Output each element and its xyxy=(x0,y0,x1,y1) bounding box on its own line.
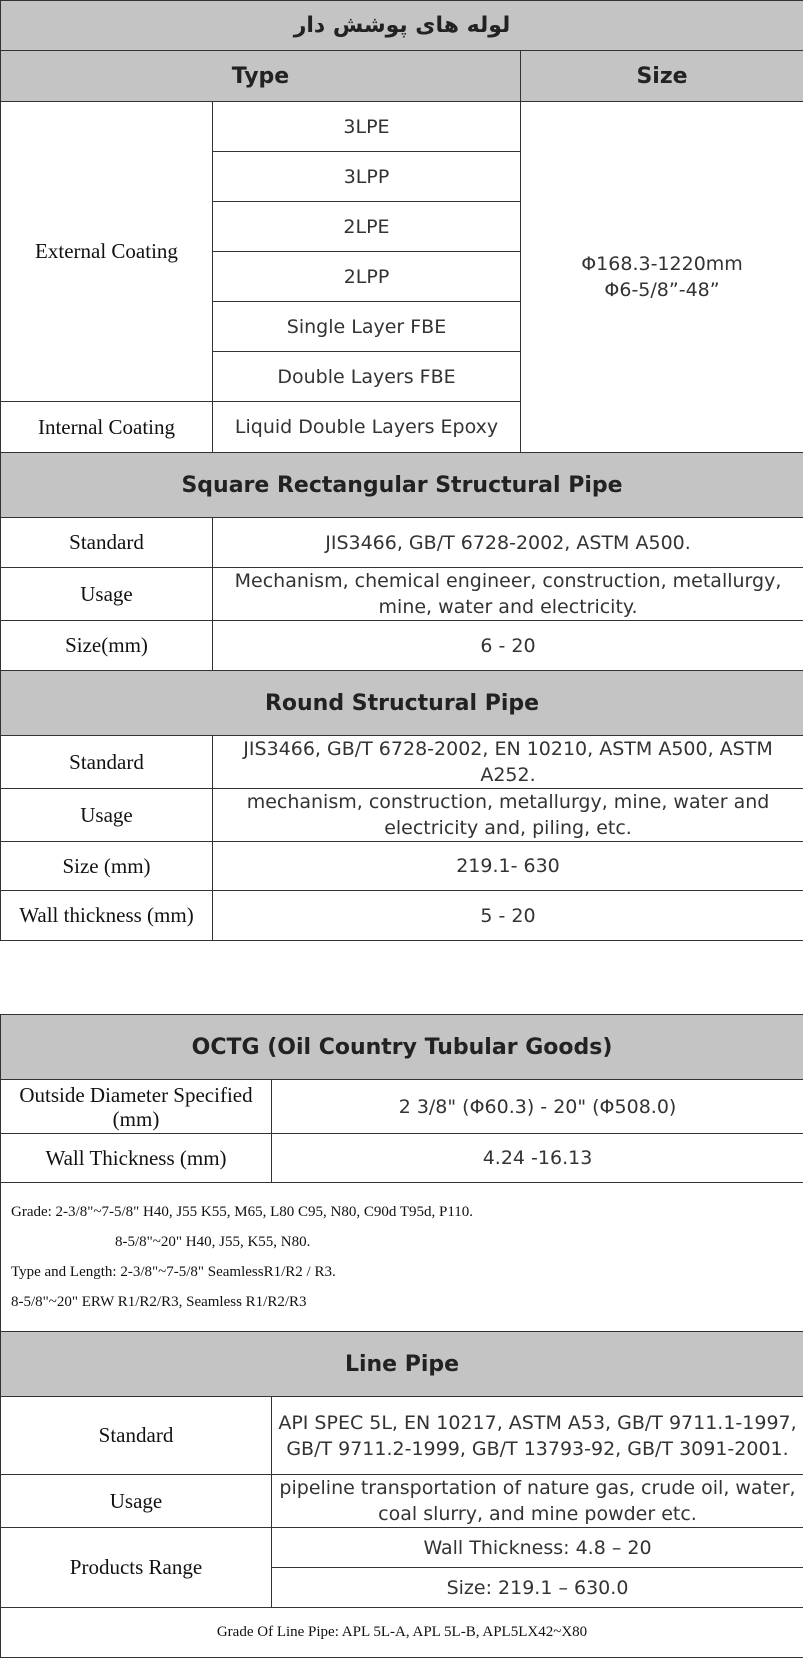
coating-type-3lpp: 3LPP xyxy=(213,152,521,202)
type-column-header: Type xyxy=(1,51,521,102)
line-usage-label: Usage xyxy=(1,1475,272,1528)
round-pipe-title: Round Structural Pipe xyxy=(1,671,803,736)
coating-type-single-fbe: Single Layer FBE xyxy=(213,302,521,352)
size-column-header: Size xyxy=(521,51,803,102)
line-range-label: Products Range xyxy=(1,1528,272,1608)
round-standard-value: JIS3466, GB/T 6728-2002, EN 10210, ASTM A500, ASTM A252. xyxy=(213,736,803,789)
line-pipe-title: Line Pipe xyxy=(1,1332,803,1397)
octg-grade-line-2: 8-5/8"~20" H40, J55, K55, N80. xyxy=(115,1234,311,1250)
square-pipe-title: Square Rectangular Structural Pipe xyxy=(1,453,803,518)
octg-wall-label: Wall Thickness (mm) xyxy=(1,1134,272,1183)
round-size-label: Size (mm) xyxy=(1,842,213,891)
octg-title: OCTG (Oil Country Tubular Goods) xyxy=(1,1015,803,1080)
round-wall-value: 5 - 20 xyxy=(213,891,803,941)
line-standard-label: Standard xyxy=(1,1397,272,1475)
octg-wall-value: 4.24 -16.13 xyxy=(272,1134,803,1183)
octg-grade-notes xyxy=(1,1183,803,1332)
coating-type-2lpp: 2LPP xyxy=(213,252,521,302)
square-size-label: Size(mm) xyxy=(1,621,213,671)
round-wall-label: Wall thickness (mm) xyxy=(1,891,213,941)
octg-type-line-2: 8-5/8"~20" ERW R1/R2/R3, Seamless R1/R2/R3 xyxy=(11,1294,307,1310)
coated-size-cell xyxy=(521,102,803,453)
internal-coating-type: Liquid Double Layers Epoxy xyxy=(213,402,521,453)
coating-type-2lpe: 2LPE xyxy=(213,202,521,252)
line-range-wall: Wall Thickness: 4.8 – 20 xyxy=(272,1528,803,1568)
round-size-value: 219.1- 630 xyxy=(213,842,803,891)
size-metric: Φ168.3-1220mm xyxy=(581,253,743,275)
round-usage-value: mechanism, construction, metallurgy, mine, water and electricity and, piling, etc. xyxy=(213,789,803,842)
line-usage-value: pipeline transportation of nature gas, crude oil, water, coal slurry, and mine powder etc. xyxy=(272,1475,803,1528)
coating-type-3lpe: 3LPE xyxy=(213,102,521,152)
octg-grade-line-1: Grade: 2-3/8"~7-5/8" H40, J55 K55, M65, L80 C95, N80, C90d T95d, P110. xyxy=(11,1204,474,1220)
octg-od-value: 2 3/8" (Φ60.3) - 20" (Φ508.0) xyxy=(272,1080,803,1134)
square-usage-label: Usage xyxy=(1,568,213,621)
octg-type-line-1: Type and Length: 2-3/8"~7-5/8" SeamlessR1/R2 / R3. xyxy=(11,1264,336,1280)
square-usage-value: Mechanism, chemical engineer, construction, metallurgy, mine, water and electricity. xyxy=(213,568,803,621)
square-standard-value: JIS3466, GB/T 6728-2002, ASTM A500. xyxy=(213,518,803,568)
round-standard-label: Standard xyxy=(1,736,213,789)
line-standard-value: API SPEC 5L, EN 10217, ASTM A53, GB/T 9711.1-1997, GB/T 9711.2-1999, GB/T 13793-92, GB/T 3091-2001. xyxy=(272,1397,803,1475)
square-size-value: 6 - 20 xyxy=(213,621,803,671)
line-range-size: Size: 219.1 – 630.0 xyxy=(272,1568,803,1608)
line-grade-note: Grade Of Line Pipe: APL 5L-A, APL 5L-B, APL5LX42~X80 xyxy=(1,1608,803,1658)
external-coating-label: External Coating xyxy=(1,102,213,402)
octg-od-label: Outside Diameter Specified (mm) xyxy=(1,1080,272,1134)
octg-line-pipe-table xyxy=(0,1014,803,1658)
coated-pipes-title: لوله های پوشش دار xyxy=(1,1,803,51)
round-usage-label: Usage xyxy=(1,789,213,842)
size-imperial: Φ6-5/8”-48” xyxy=(604,279,720,301)
square-standard-label: Standard xyxy=(1,518,213,568)
internal-coating-label: Internal Coating xyxy=(1,402,213,453)
coating-type-double-fbe: Double Layers FBE xyxy=(213,352,521,402)
